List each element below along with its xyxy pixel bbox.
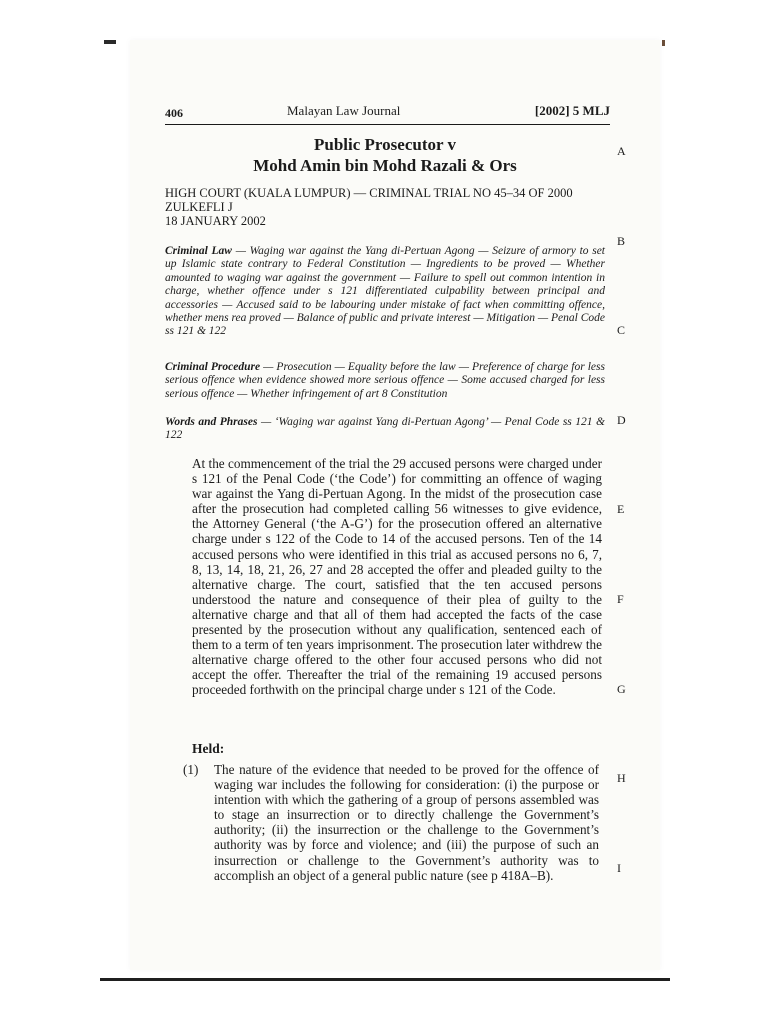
held-heading: Held: xyxy=(192,741,225,756)
margin-letter-a: A xyxy=(617,144,626,158)
catchword-text: — Prosecution — Equality before the law — Preference of charge for less serious offence when evidence showed more serious offence — Some accused charged for less serious offence — Whether infringement of art 8 Constitution xyxy=(165,361,605,400)
case-title xyxy=(200,134,570,176)
catchword-lead: Criminal Procedure xyxy=(165,361,261,373)
judgment-date: 18 JANUARY 2002 xyxy=(165,214,266,228)
running-header xyxy=(165,98,610,125)
catchword-text: — ‘Waging war against Yang di-Pertuan Agong’ — Penal Code ss 121 & 122 xyxy=(165,416,606,442)
scan-edge-line xyxy=(100,978,670,981)
journal-title: Malayan Law Journal xyxy=(287,103,401,118)
catchword-criminal-procedure xyxy=(165,361,605,401)
case-title-line-2: Mohd Amin bin Mohd Razali & Ors xyxy=(253,156,517,175)
margin-letter-h: H xyxy=(617,771,626,785)
margin-letter-b: B xyxy=(617,234,626,248)
scan-mark-top-right xyxy=(662,40,665,46)
catchword-lead: Words and Phrases xyxy=(165,416,258,428)
held-item-number: (1) xyxy=(183,762,199,777)
citation: [2002] 5 MLJ xyxy=(534,103,610,118)
court-name: HIGH COURT (KUALA LUMPUR) — CRIMINAL TRIAL NO 45–34 OF 2000 xyxy=(165,186,573,200)
margin-letter-d: D xyxy=(617,413,626,427)
margin-letter-i: I xyxy=(617,861,621,875)
catchword-criminal-law xyxy=(165,245,605,339)
margin-letter-g: G xyxy=(617,682,626,696)
page-number: 406 xyxy=(165,106,183,120)
case-summary: At the commencement of the trial the 29 accused persons were charged under s 121 of the Penal Code (‘the Code’) for committing an offence of waging war against the Yang di-Pertuan Agong. In the midst of the prosecution case after the prosecution had completed calling 56 witnesses to give evidence, the Attorney General (‘the A-G’) for the prosecution offered an alternative charge under s 122 of the Code to 14 of the accused persons. Ten of the 14 accused persons who were identified in this trial as accused persons no 6, 7, 8, 13, 14, 18, 21, 26, 27 and 28 accepted the offer and pleaded guilty to the alternative charge. The court, satisfied that the ten accused persons understood the nature and consequence of their plea of guilty to the alternative charge and that all of them had accepted the facts of the case presented by the prosecution without any qualification, sentenced each of them to a term of ten years imprisonment. The prosecution later withdrew the alternative charge offered to the other four accused persons who did not accept the offer. Thereafter the trial of the remaining 19 accused persons proceeded forthwith on the principal charge under s 121 of the Code. xyxy=(192,456,602,698)
margin-letter-f: F xyxy=(617,592,624,606)
catchword-lead: Criminal Law xyxy=(165,245,232,257)
court-details xyxy=(165,186,610,228)
case-title-line-1: Public Prosecutor v xyxy=(314,135,456,154)
catchword-text: — Waging war against the Yang di-Pertuan Agong — Seizure of armory to set up Islamic state contrary to Federal Constitution — Ingredients to be proved — Whether amounted to waging war against the government — Failure to spell out common intention in charge, whether offence under s 121 differentiated culpability between principal and accessories — Accused said to be labouring under mistake of fact when committing offence, whether mens rea proved — Balance of public and private interest — Mitigation — Penal Code ss 121 & 122 xyxy=(165,245,605,338)
margin-letter-c: C xyxy=(617,323,626,337)
catchword-words-and-phrases xyxy=(165,416,605,443)
judge-name: ZULKEFLI J xyxy=(165,200,233,214)
scan-mark-top-left xyxy=(104,40,116,44)
held-item-text: The nature of the evidence that needed to be proved for the offence of waging war includes the following for consideration: (i) the purpose or intention with which the gathering of a group of persons assembled was to stage an insurrection or to directly challenge the Government’s authority; (ii) the insurrection or the challenge to the Government’s authority was by force and violence; and (iii) the purpose of such an insurrection or challenge to the Government’s authority was to accomplish an object of a general public nature (see p 418A–B). xyxy=(214,762,599,883)
margin-letter-e: E xyxy=(617,502,625,516)
